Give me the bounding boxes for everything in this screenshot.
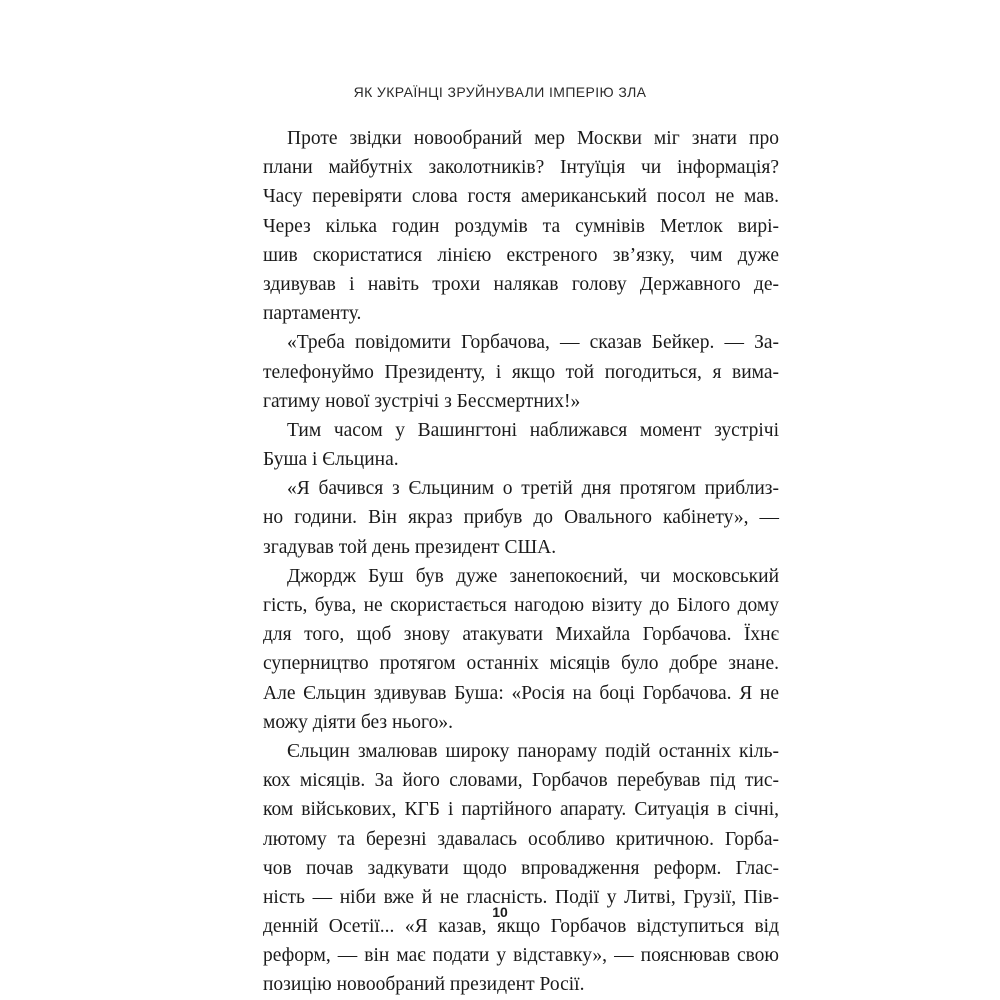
running-head: ЯК УКРАЇНЦІ ЗРУЙНУВАЛИ ІМПЕРІЮ ЗЛА <box>353 84 647 100</box>
text-line: ком військових, КГБ і партійного апарату. Ситуація в січні, <box>263 799 779 821</box>
text-line: Проте звідки новообраний мер Москви міг знати про <box>287 128 779 149</box>
text-line: згадував той день президент США. <box>263 536 557 558</box>
text-line: денній Осетії... «Я казав, якщо Горбачов відступиться від <box>263 916 779 938</box>
text-line: суперництво протягом останніх місяців було добре знане. <box>263 653 779 675</box>
text-line: Часу перевіряти слова гостя американський посол не мав. <box>263 186 779 208</box>
text-line: реформ, — він має подати у відставку», — пояснював свою <box>263 945 779 967</box>
text-line: Через кілька годин роздумів та сумнівів Метлок вирі- <box>263 215 779 237</box>
text-line: Але Єльцин здивував Буша: «Росія на боці Горбачова. Я не <box>263 682 779 704</box>
text-line: гість, бува, не скористається нагодою візиту до Білого дому <box>263 595 779 616</box>
text-line: для того, щоб знову атакувати Михайла Горбачова. Їхнє <box>263 624 779 646</box>
text-line: телефонуймо Президенту, і якщо той погодиться, я вима- <box>263 361 779 383</box>
text-line: позицію новообраний президент Росії. <box>263 974 585 996</box>
text-line: «Треба повідомити Горбачова, — сказав Бейкер. — За- <box>287 332 779 354</box>
text-line: лютому та березні здавалась особливо критичною. Горба- <box>263 828 779 850</box>
body-text <box>263 124 779 1000</box>
text-line: гатиму нової зустрічі з Бессмертних!» <box>263 390 581 412</box>
text-line: «Я бачився з Єльциним о третій дня протягом приблиз- <box>287 478 779 500</box>
text-line: но години. Він якраз прибув до Овального кабінету», — <box>263 507 779 529</box>
text-line: кох місяців. За його словами, Горбачов перебував під тис- <box>263 770 779 792</box>
text-line: партаменту. <box>263 303 362 325</box>
text-line: шив скористатися лінією екстреного зв’язку, чим дуже <box>263 244 779 266</box>
text-line: чов почав задкувати щодо впровадження реформ. Глас- <box>263 857 779 879</box>
text-line: Тим часом у Вашингтоні наближався момент зустрічі <box>287 419 779 441</box>
text-line: Джордж Буш був дуже занепокоєний, чи московський <box>287 565 779 587</box>
text-line: можу діяти без нього». <box>263 711 453 733</box>
text-line: плани майбутніх заколотників? Інтуїція чи інформація? <box>263 157 779 179</box>
page-number: 10 <box>492 904 508 920</box>
text-line: здивував і навіть трохи налякав голову Державного де- <box>263 273 779 295</box>
text-line: ність — ніби вже й не гласність. Події у Литві, Грузії, Пів- <box>263 886 779 908</box>
text-line: Єльцин змалював широку панораму подій останніх кіль- <box>287 740 779 762</box>
text-line: Буша і Єльцина. <box>263 449 399 471</box>
